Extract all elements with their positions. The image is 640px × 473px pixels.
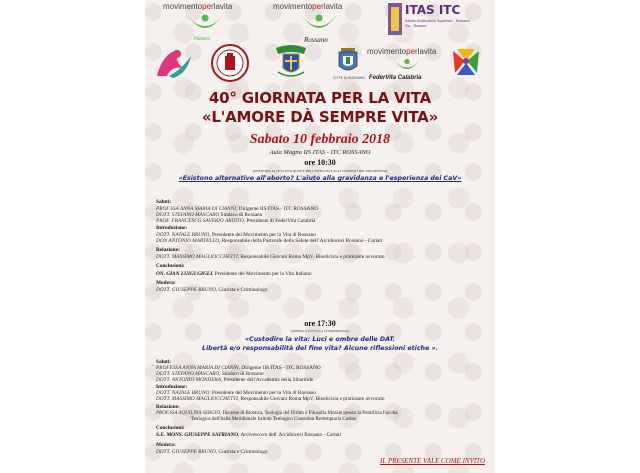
- afternoon-intro-label: Introduzione:: [156, 384, 188, 390]
- logo-text: la: [323, 2, 330, 11]
- mpv-italiano-logo: [163, 2, 245, 44]
- itas-subtitle: Istituto di Istruzione Superiore - Rossano: [405, 19, 470, 23]
- speaker-role: , Responsabile Giovani Roma MpV, Bioeticista e praticante avvocato: [237, 254, 385, 260]
- speaker-name: ON. GIAN LUIGI GIGLI: [156, 271, 213, 277]
- morning-question: «Esistono alternative all'aborto? L'aiuto alla gravidanza e l'esperienza dei CaV»: [178, 175, 462, 182]
- speaker-name: PROF.SSA AQUILINA SERGIO: [156, 411, 220, 416]
- speaker-role: , Dirigente IIS ITAS - ITC ROSSANO: [238, 365, 321, 371]
- logo-text: movimento: [273, 2, 313, 11]
- speaker-role: , Responsabile Giovani Roma MpV, Bioeticista e praticante avvocato: [237, 396, 385, 402]
- speaker-name: PROF. FRANCESCO SAVERIO ARDITO: [156, 218, 244, 224]
- logo-text: per: [406, 47, 418, 56]
- event-subtitle: «L'AMORE DÀ SEMPRE VITA»: [201, 108, 439, 126]
- itas-address: Via ... Rossano: [405, 24, 427, 28]
- afternoon-note: (APERTA A TUTTA LA CITTADINANZA): [290, 329, 350, 333]
- mpv-rossano-logo: [273, 2, 363, 46]
- logo-text: per: [202, 2, 214, 11]
- morning-concl-label: Conclusioni:: [156, 263, 185, 269]
- speaker-role: , Docente di Bioetica, Teologia del Diritto e Filosofia Morale presso la Pontificia Facoltà: [219, 411, 398, 416]
- circular-seal-logo: [211, 44, 249, 82]
- logo-text: vita: [423, 47, 437, 56]
- afternoon-concl-label: Conclusioni:: [156, 425, 185, 431]
- speaker-name: DOTT. STEFANO MASCARO: [156, 371, 220, 377]
- afternoon-rel-label: Relazione:: [156, 404, 180, 410]
- speaker-role: , Responsabile della Pastorale della Salute dell' Arcidiocesi Rossano - Cariati: [219, 238, 383, 244]
- logo-text: la: [417, 47, 424, 56]
- logo-text: per: [312, 2, 324, 11]
- archdiocese-coat-of-arms: [274, 44, 308, 80]
- morning-saluti-label: Saluti:: [156, 199, 172, 205]
- afternoon-time: ore 17:30: [304, 319, 336, 328]
- pink-mother-child-logo: [153, 46, 193, 80]
- speaker-role: , Sindaco di Rossano: [219, 371, 264, 377]
- itas-title: ITAS ITC: [405, 3, 461, 17]
- itas-itc-logo: [388, 3, 480, 41]
- federvita-calabria-logo: [367, 47, 447, 83]
- event-venue: Aula Magna IIS ITAS - ITC ROSSANO: [269, 149, 371, 156]
- afternoon-saluti-label: Saluti:: [156, 359, 172, 365]
- speaker-role: , Dirigente IIS ITAS - ITC ROSSANO: [236, 206, 319, 212]
- speaker-name: DOTT. STEFANO MASCARO: [156, 212, 220, 218]
- comune-label: CITTÀ DI ROSSANO: [333, 76, 366, 80]
- morning-mod-label: Modera:: [156, 280, 176, 286]
- invitation-footer: IL PRESENTE VALE COME INVITO: [380, 457, 485, 465]
- mpv-heart-icon: [387, 57, 427, 75]
- speaker-role: , Arcivescovo dell' Arcidiocesi Rossano - Cariati: [238, 432, 342, 438]
- event-poster: [145, 0, 495, 473]
- afternoon-question-line2: Libertà e/o responsabilità del fine vita? Alcune riflessioni etiche ».: [202, 345, 438, 352]
- morning-time: ore 10:30: [304, 158, 336, 167]
- speaker-name: DOTT. NATALE BRUNO: [156, 232, 210, 238]
- logo-text: vita: [219, 2, 233, 11]
- speaker-name: DOTT. MASSIMO MAGLIOCCHETTI: [156, 254, 238, 260]
- speaker-name: DOTT. ANTONIO MONDERA: [156, 377, 221, 383]
- morning-rel-label: Relazione:: [156, 247, 180, 253]
- mpv-heart-icon: [185, 12, 225, 36]
- speaker-role: , Presidente dell'Accademia della Sibaritide: [220, 377, 314, 383]
- speaker-role: , Presidente di FederVita Calabria: [243, 218, 316, 224]
- speaker-name: PROFESSA ANNA MARIA DI CIANNI: [156, 365, 239, 371]
- speaker-name: DOTT. GIUSEPPE BRUNO: [156, 287, 216, 293]
- logo-subtitle: Italiano: [194, 36, 211, 42]
- afternoon-mod-label: Modera:: [156, 442, 176, 448]
- logo-text: vita: [329, 2, 343, 11]
- morning-intro-label: Introduzione:: [156, 225, 188, 231]
- logo-text: movimento: [367, 47, 407, 56]
- morning-note: (RISERVATA ALLE CLASSI QUINTE DELL'ISTITUTO E AGLI STUDENTI DEL MOVIMENTO): [252, 169, 388, 173]
- speaker-role: , Presidente del Movimento per la Vita Italiano: [212, 271, 312, 277]
- speaker-role: , Giurista e Criminologo: [215, 449, 268, 455]
- speaker-name: DOTT. NATALE BRUNO: [156, 390, 210, 396]
- speaker-role-continued: Teologica dell'Italia Meridionale Istituto Teologico Cosentino Redemptoris Custos: [191, 417, 356, 422]
- itas-shield-icon: [388, 3, 402, 35]
- speaker-role: , Giurista e Criminologo: [215, 287, 268, 293]
- speaker-role: Sindaco di Rossano: [219, 212, 263, 218]
- speaker-name: PROF.SSA ANNA MARIA DI CIANNI: [156, 206, 236, 212]
- city-crest-icon: [331, 46, 365, 76]
- speaker-name: DON ANTONIO MARTELLO: [156, 238, 220, 244]
- event-date: Sabato 10 febbraio 2018: [249, 132, 391, 147]
- logo-text: la: [213, 2, 220, 11]
- speaker-role: , Presidente del Movimento per la Vita di Rossano: [209, 232, 316, 238]
- afternoon-question-line1: «Custodire la vita: Luci e ombre delle DAT.: [244, 336, 396, 343]
- event-title: 40° GIORNATA PER LA VITA: [208, 89, 432, 107]
- speaker-name: DOTT. MASSIMO MAGLIOCCHETTI: [156, 396, 238, 402]
- logo-subtitle: Rossano: [304, 36, 328, 44]
- speaker-role: , Presidente del Movimento per la Vita di Rossano: [209, 390, 316, 396]
- colorful-figures-logo: [447, 45, 485, 81]
- mpv-heart-icon: [297, 12, 341, 36]
- speaker-name: S.E. MONS. GIUSEPPE SATRIANO: [156, 432, 239, 438]
- logo-text: movimento: [163, 2, 203, 11]
- logo-subtitle: FederVita Calabria: [369, 75, 422, 81]
- comune-rossano-logo: [331, 46, 365, 84]
- speaker-name: DOTT. GIUSEPPE BRUNO: [156, 449, 216, 455]
